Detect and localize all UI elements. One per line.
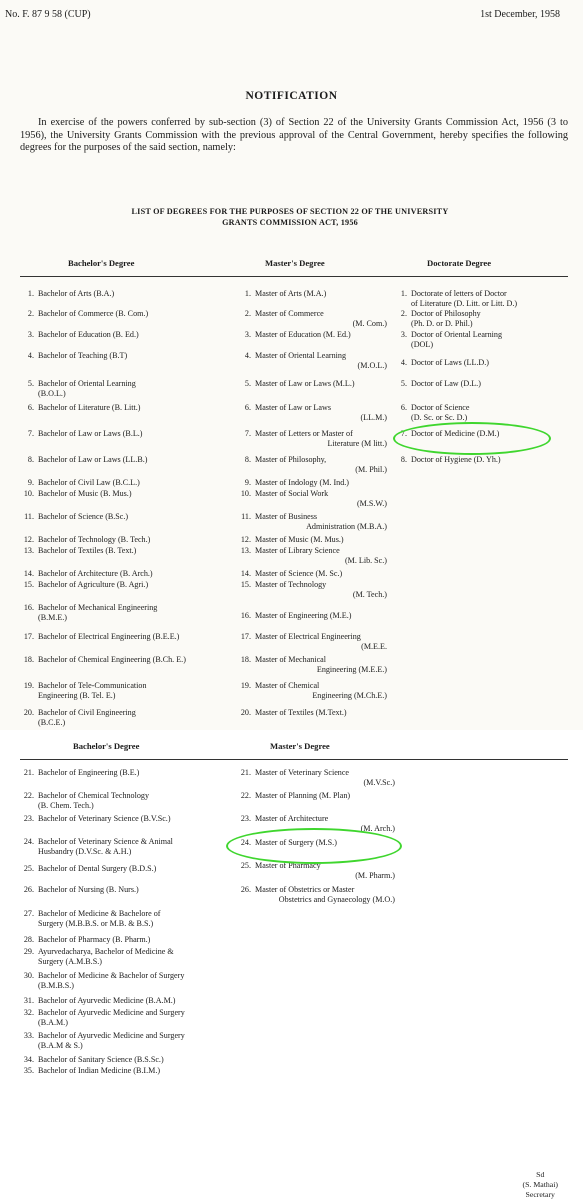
item-number: 29. — [23, 947, 34, 956]
item-number: 4. — [27, 351, 34, 360]
item-number: 32. — [23, 1008, 34, 1017]
item-number: 23. — [240, 814, 251, 823]
item-number: 30. — [23, 971, 34, 980]
item-label: Bachelor of Mechanical Engineering — [38, 603, 158, 612]
bachelor2-item — [20, 935, 150, 945]
item-number: 2. — [27, 309, 34, 318]
bachelor1-item — [20, 535, 150, 545]
bachelor2-item — [20, 909, 160, 930]
bachelor1-item — [20, 569, 153, 579]
doctorate-column-heading: Doctorate Degree — [427, 258, 492, 268]
bachelor1-item — [20, 708, 136, 729]
bachelor2-item — [20, 814, 171, 824]
bachelor1-item — [20, 681, 147, 702]
item-label: Bachelor of Tele-Communication — [38, 681, 147, 690]
item-number: 8. — [27, 455, 34, 464]
signature-block — [522, 1170, 558, 1200]
item-label: Master of Science (M. Sc.) — [255, 569, 343, 578]
item-number: 11. — [24, 512, 34, 521]
item-label: Bachelor of Veterinary Science (B.V.Sc.) — [38, 814, 171, 823]
item-label-continued: (M. Phil.) — [355, 465, 387, 475]
bachelor1-item — [20, 546, 136, 556]
bachelor2-item — [20, 1066, 160, 1076]
item-label-continued: Surgery (M.B.B.S. or M.B. & B.S.) — [38, 919, 154, 929]
bachelor2-item — [20, 885, 139, 895]
item-label-continued: (M. Arch.) — [360, 824, 395, 834]
notification-date: 1st December, 1958 — [480, 9, 560, 20]
bachelor2-item — [20, 864, 156, 874]
item-label: Doctor of Oriental Learning — [411, 330, 503, 339]
item-label: Master of Technology — [255, 580, 327, 589]
item-number: 22. — [23, 791, 34, 800]
item-number: 14. — [23, 569, 34, 578]
item-label: Master of Business — [255, 512, 318, 521]
item-number: 1. — [400, 289, 407, 298]
bachelor2-item — [20, 1055, 164, 1065]
master1-item — [237, 546, 387, 567]
item-label-continued: Engineering (B. Tel. E.) — [38, 691, 116, 701]
item-number: 21. — [240, 768, 251, 777]
master1-item — [237, 379, 387, 389]
notification-body: In exercise of the powers conferred by sub-section (3) of Section 22 of the University Grants Commission Act, 1956 (3 to 1956), the University Grants Commission with the previous approval of the Central Government, hereby specifies the following degrees for the purposes of the said section, namely: — [20, 117, 568, 153]
item-number: 11. — [241, 512, 251, 521]
item-label: Master of Indology (M. Ind.) — [255, 478, 349, 487]
item-label: Bachelor of Veterinary Science & Animal — [38, 837, 173, 846]
bachelor2-item — [20, 947, 174, 968]
item-number: 18. — [240, 655, 251, 664]
signature-name: (S. Mathai) — [522, 1180, 558, 1189]
item-label: Master of Veterinary Science — [255, 768, 350, 777]
item-label: Bachelor of Commerce (B. Com.) — [38, 309, 149, 318]
bachelor2-item — [20, 996, 176, 1006]
item-number: 2. — [244, 309, 251, 318]
item-number: 2. — [400, 309, 407, 318]
item-label-continued: (B.A.M & S.) — [38, 1041, 83, 1051]
item-label: Bachelor of Chemical Engineering (B.Ch. E.) — [38, 655, 186, 664]
item-label: Bachelor of Music (B. Mus.) — [38, 489, 132, 498]
item-number: 31. — [23, 996, 34, 1005]
bachelor-column-heading-2: Bachelor's Degree — [73, 741, 140, 751]
item-label: Bachelor of Arts (B.A.) — [38, 289, 115, 298]
item-number: 4. — [400, 358, 407, 367]
item-label: Master of Library Science — [255, 546, 340, 555]
highlight-master-of-surgery — [226, 828, 402, 864]
item-number: 7. — [400, 429, 407, 438]
bachelor1-item — [20, 478, 140, 488]
item-label-continued: (Ph. D. or D. Phil.) — [411, 319, 473, 329]
item-number: 8. — [244, 455, 251, 464]
item-label-continued: Obstetrics and Gynaecology (M.O.) — [278, 895, 395, 905]
item-number: 16. — [23, 603, 34, 612]
bachelor1-item — [20, 512, 128, 522]
item-label: Master of Planning (M. Plan) — [255, 791, 351, 800]
item-number: 28. — [23, 935, 34, 944]
doctorate-item — [393, 330, 502, 351]
item-label: Bachelor of Teaching (B.T) — [38, 351, 128, 360]
item-label: Master of Mechanical — [255, 655, 327, 664]
doctorate-item — [393, 379, 481, 389]
item-number: 6. — [400, 403, 407, 412]
item-number: 18. — [23, 655, 34, 664]
item-number: 5. — [244, 379, 251, 388]
item-label: Bachelor of Ayurvedic Medicine and Surgery — [38, 1008, 185, 1017]
item-number: 26. — [23, 885, 34, 894]
item-label: Bachelor of Sanitary Science (B.S.Sc.) — [38, 1055, 164, 1064]
item-number: 26. — [240, 885, 251, 894]
item-label-continued: Husbandry (D.V.Sc. & A.H.) — [38, 847, 132, 857]
bachelor1-item — [20, 403, 140, 413]
item-number: 22. — [240, 791, 251, 800]
bachelor1-item — [20, 429, 143, 439]
item-number: 35. — [23, 1066, 34, 1075]
item-number: 4. — [244, 351, 251, 360]
bachelor1-item — [20, 580, 148, 590]
item-label: Bachelor of Law or Laws (LL.B.) — [38, 455, 148, 464]
item-label: Doctor of Science — [411, 403, 470, 412]
item-label: Master of Engineering (M.E.) — [255, 611, 352, 620]
item-label-continued: Engineering (M.E.E.) — [316, 665, 387, 675]
item-number: 3. — [244, 330, 251, 339]
item-label: Master of Pharmacy — [255, 861, 321, 870]
item-number: 27. — [23, 909, 34, 918]
item-number: 7. — [244, 429, 251, 438]
master1-item — [237, 289, 387, 299]
master1-item — [237, 309, 387, 330]
item-number: 10. — [23, 489, 34, 498]
item-label-continued: (LL.M.) — [360, 413, 387, 423]
item-label-continued: (M. Com.) — [352, 319, 387, 329]
bachelor2-item — [20, 791, 149, 812]
item-label-continued: (DOL) — [411, 340, 434, 350]
master2-item — [237, 885, 395, 906]
item-label: Bachelor of Agriculture (B. Agri.) — [38, 580, 149, 589]
item-label: Bachelor of Architecture (B. Arch.) — [38, 569, 153, 578]
item-number: 13. — [23, 546, 34, 555]
item-number: 15. — [23, 580, 34, 589]
item-label: Bachelor of Nursing (B. Nurs.) — [38, 885, 139, 894]
item-number: 12. — [23, 535, 34, 544]
bachelor2-item — [20, 768, 139, 778]
item-label-continued: (M.S.W.) — [356, 499, 387, 509]
item-number: 6. — [244, 403, 251, 412]
highlight-doctor-of-medicine — [393, 422, 551, 455]
item-label: Bachelor of Medicine & Bachelor of Surgery — [38, 971, 185, 980]
item-label-continued: (B.A.M.) — [38, 1018, 68, 1028]
item-number: 5. — [27, 379, 34, 388]
item-number: 16. — [240, 611, 251, 620]
item-label: Master of Law or Laws (M.L.) — [255, 379, 355, 388]
master1-item — [237, 489, 387, 510]
item-label-continued: (B.M.E.) — [38, 613, 67, 623]
item-label-continued: (M. Lib. Sc.) — [344, 556, 387, 566]
item-label-continued: Literature (M litt.) — [327, 439, 387, 449]
master1-item — [237, 611, 387, 621]
item-number: 7. — [27, 429, 34, 438]
item-number: 17. — [23, 632, 34, 641]
header-rule-1 — [20, 276, 568, 277]
master1-item — [237, 512, 387, 533]
item-number: 5. — [400, 379, 407, 388]
item-label: Doctor of Laws (LL.D.) — [411, 358, 489, 367]
item-label: Bachelor of Indian Medicine (B.I.M.) — [38, 1066, 161, 1075]
bachelor1-item — [20, 489, 132, 499]
item-label: Bachelor of Pharmacy (B. Pharm.) — [38, 935, 151, 944]
master1-item — [237, 351, 387, 372]
item-number: 34. — [23, 1055, 34, 1064]
item-label: Bachelor of Chemical Technology — [38, 791, 149, 800]
item-number: 10. — [240, 489, 251, 498]
item-number: 3. — [400, 330, 407, 339]
item-number: 33. — [23, 1031, 34, 1040]
list-title-line-2: GRANTS COMMISSION ACT, 1956 — [222, 218, 358, 227]
master1-item — [237, 429, 387, 450]
reference-number: No. F. 87 9 58 (CUP) — [5, 9, 91, 20]
doctorate-item — [393, 403, 469, 424]
bachelor1-item — [20, 351, 127, 361]
item-label: Bachelor of Dental Surgery (B.D.S.) — [38, 864, 157, 873]
master1-item — [237, 455, 387, 476]
item-number: 14. — [240, 569, 251, 578]
bachelor1-item — [20, 330, 139, 340]
item-number: 9. — [27, 478, 34, 487]
item-number: 23. — [23, 814, 34, 823]
master2-item — [237, 861, 395, 882]
master1-item — [237, 403, 387, 424]
item-number: 25. — [240, 861, 251, 870]
item-number: 1. — [27, 289, 34, 298]
item-label-continued: Engineering (M.Ch.E.) — [312, 691, 387, 701]
item-number: 24. — [240, 838, 251, 847]
item-label: Master of Commerce — [255, 309, 324, 318]
item-label-continued: (B.C.E.) — [38, 718, 66, 728]
item-label: Ayurvedacharya, Bachelor of Medicine & — [38, 947, 174, 956]
item-number: 6. — [27, 403, 34, 412]
item-label: Doctor of Hygiene (D. Yh.) — [411, 455, 501, 464]
item-label: Bachelor of Law or Laws (B.L.) — [38, 429, 143, 438]
item-label: Master of Obstetrics or Master — [255, 885, 355, 894]
item-label: Master of Letters or Master of — [255, 429, 353, 438]
bachelor2-item — [20, 971, 184, 992]
item-number: 13. — [240, 546, 251, 555]
item-label: Master of Surgery (M.S.) — [255, 838, 337, 847]
doctorate-item — [393, 289, 517, 310]
item-label: Bachelor of Ayurvedic Medicine (B.A.M.) — [38, 996, 176, 1005]
bachelor1-item — [20, 632, 179, 642]
signature-sd: Sd — [536, 1170, 545, 1179]
doctorate-item — [393, 455, 501, 465]
item-number: 20. — [23, 708, 34, 717]
bachelor2-item — [20, 837, 173, 858]
item-number: 21. — [23, 768, 34, 777]
item-number: 12. — [240, 535, 251, 544]
item-label: Bachelor of Civil Law (B.C.L.) — [38, 478, 140, 487]
item-label-continued: of Literature (D. Litt. or Litt. D.) — [411, 299, 518, 309]
doctorate-item — [393, 358, 489, 368]
bachelor2-item — [20, 1031, 185, 1052]
master1-item — [237, 535, 387, 545]
item-label: Master of Electrical Engineering — [255, 632, 361, 641]
master1-item — [237, 681, 387, 702]
master1-item — [237, 580, 387, 601]
item-label: Bachelor of Textiles (B. Text.) — [38, 546, 137, 555]
bachelor1-item — [20, 455, 147, 465]
bachelor2-item — [20, 1008, 185, 1029]
item-label: Bachelor of Engineering (B.E.) — [38, 768, 140, 777]
list-title — [80, 206, 500, 228]
header-rule-2 — [20, 759, 568, 760]
item-number: 3. — [27, 330, 34, 339]
notification-title: NOTIFICATION — [245, 90, 338, 102]
item-number: 24. — [23, 837, 34, 846]
item-label-continued: (M. Tech.) — [352, 590, 387, 600]
item-label: Doctorate of letters of Doctor — [411, 289, 507, 298]
item-label: Bachelor of Literature (B. Litt.) — [38, 403, 141, 412]
master2-item — [237, 791, 395, 801]
item-label-continued: (M.O.L.) — [357, 361, 387, 371]
item-label: Bachelor of Education (B. Ed.) — [38, 330, 139, 339]
bachelor1-item — [20, 379, 136, 400]
item-number: 19. — [240, 681, 251, 690]
item-label: Bachelor of Oriental Learning — [38, 379, 136, 388]
item-label: Bachelor of Science (B.Sc.) — [38, 512, 129, 521]
master1-item — [237, 632, 387, 653]
bachelor1-item — [20, 655, 186, 665]
doctorate-item — [393, 309, 481, 330]
master2-item — [237, 768, 395, 789]
bachelor-column-heading: Bachelor's Degree — [68, 258, 135, 268]
item-number: 19. — [23, 681, 34, 690]
item-label: Master of Social Work — [255, 489, 329, 498]
item-label-continued: (M.V.Sc.) — [363, 778, 395, 788]
item-label: Master of Arts (M.A.) — [255, 289, 327, 298]
master1-item — [237, 708, 387, 718]
item-label: Doctor of Philosophy — [411, 309, 481, 318]
item-number: 8. — [400, 455, 407, 464]
item-label-continued: (M.E.E. — [361, 642, 387, 652]
bachelor1-item — [20, 603, 157, 624]
item-label-continued: (B. Chem. Tech.) — [38, 801, 94, 811]
master1-item — [237, 569, 387, 579]
item-number: 9. — [244, 478, 251, 487]
item-label: Doctor of Law (D.L.) — [411, 379, 481, 388]
item-label-continued: Surgery (A.M.B.S.) — [38, 957, 102, 967]
item-label: Bachelor of Civil Engineering — [38, 708, 136, 717]
master1-item — [237, 655, 387, 676]
master-column-heading-2: Master's Degree — [270, 741, 330, 751]
item-label-continued: (M. Pharm.) — [355, 871, 395, 881]
item-number: 20. — [240, 708, 251, 717]
item-label: Master of Oriental Learning — [255, 351, 347, 360]
item-label: Bachelor of Ayurvedic Medicine and Surgery — [38, 1031, 185, 1040]
signature-role: Secretary — [525, 1190, 555, 1199]
item-label: Master of Architecture — [255, 814, 329, 823]
item-label-continued: Administration (M.B.A.) — [306, 522, 387, 532]
master1-item — [237, 330, 387, 340]
item-label-continued: (D. Sc. or Sc. D.) — [411, 413, 468, 423]
item-label: Master of Philosophy, — [255, 455, 327, 464]
item-label-continued: (B.M.B.S.) — [38, 981, 74, 991]
item-label: Bachelor of Technology (B. Tech.) — [38, 535, 151, 544]
item-label: Master of Textiles (M.Text.) — [255, 708, 347, 717]
item-label-continued: (B.O.L.) — [38, 389, 66, 399]
item-number: 17. — [240, 632, 251, 641]
master1-item — [237, 478, 387, 488]
item-label: Bachelor of Electrical Engineering (B.E.E.) — [38, 632, 180, 641]
bachelor1-item — [20, 309, 148, 319]
item-label: Doctor of Medicine (D.M.) — [411, 429, 500, 438]
item-label: Master of Chemical — [255, 681, 320, 690]
item-label: Master of Music (M. Mus.) — [255, 535, 344, 544]
master-column-heading: Master's Degree — [265, 258, 325, 268]
item-number: 1. — [244, 289, 251, 298]
item-label: Bachelor of Medicine & Bachelore of — [38, 909, 161, 918]
item-number: 25. — [23, 864, 34, 873]
bachelor1-item — [20, 289, 114, 299]
item-label: Master of Education (M. Ed.) — [255, 330, 351, 339]
item-label: Master of Law or Laws — [255, 403, 331, 412]
list-title-line-1: LIST OF DEGREES FOR THE PURPOSES OF SECTION 22 OF THE UNIVERSITY — [131, 207, 449, 216]
item-number: 15. — [240, 580, 251, 589]
